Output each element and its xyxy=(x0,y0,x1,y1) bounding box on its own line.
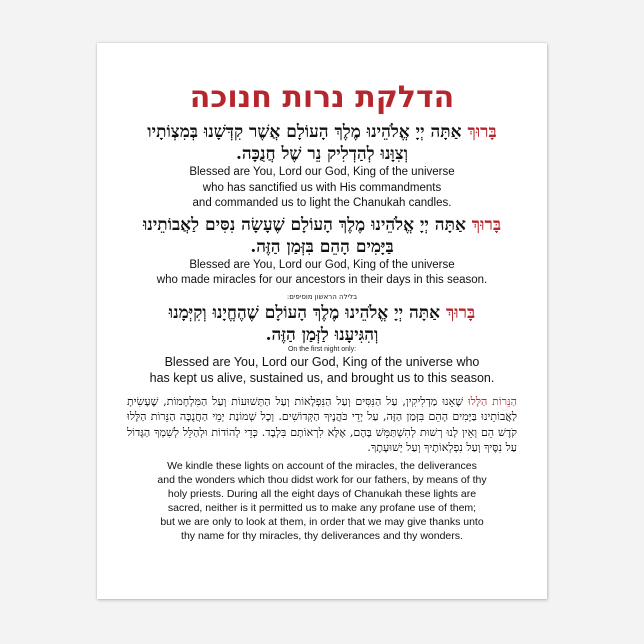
blessing-card xyxy=(97,43,547,599)
blessing1-line1-text: אַתָּה יְיָ אֱלֹהֵינוּ מֶלֶךְ הָעוֹלָם אֲשֶׁר קִדְּשָׁנוּ בְּמִצְוֹתָיו xyxy=(147,122,462,142)
blessing3-hebrew-line1 xyxy=(111,302,533,324)
blessing3-english-line: Blessed are You, Lord our God, King of the universe who xyxy=(164,354,480,369)
blessing2-line1-text: אַתָּה יְיָ אֱלֹהֵינוּ מֶלֶךְ הָעוֹלָם שֶׁעָשָׂה נִסִּים לַאֲבוֹתֵינוּ xyxy=(142,214,466,235)
blessing2-english xyxy=(111,258,533,289)
hanerot-halalu-english xyxy=(125,459,519,543)
blessing1-hebrew-line2: וְצִוָּנוּ לְהַדְלִיק נֵר שֶׁל חֲנֻכָּה. xyxy=(235,144,409,164)
blessing1-first-word: בָּרוּךְ xyxy=(467,122,497,142)
hanerot-text: שֶׁאָנוּ מַדְלִיקִין, עַל הַנִּסִּים וְעַל הַנִּפְלָאוֹת וְעַל הַתְּשׁוּעוֹת וְעַל הַמִּלְחָמוֹת, שֶׁעָשִׂיתָ לַאֲבוֹתֵינוּ בַּיָּמִים הָהֵם בִּזְּמַן הַזֶּה, עַל יְדֵי כֹּהֲנֶיךָ הַקְּדוֹשִׁים. וְכָל שְׁמוֹנַת יְמֵי הַחֲנֻכָּה הַנֵּרוֹת הַלָּלוּ קֹדֶשׁ הֵם וְאֵין לָנוּ רְשׁוּת לְהִשְׁתַּמֵּשׁ בָּהֶם, אֶלָּא לִרְאוֹתָם בִּלְבָד. כְּדֵי לְהוֹדוֹת וּלְהַלֵּל לְשִׁמְךָ הַגָּדוֹל עַל נִסֶּיךָ וְעַל נִפְלְאוֹתֶיךָ וְעַל יְשׁוּעָתֶךָ. xyxy=(127,394,517,454)
blessing2-first-word: בָּרוּךְ xyxy=(471,214,502,235)
blessing3-english xyxy=(111,354,533,386)
blessing2-hebrew-line1 xyxy=(111,214,533,236)
hanerot-english-line: We kindle these lights on account of the miracles, the deliverances xyxy=(167,459,477,472)
hanerot-first-words: הַנֵּרוֹת הַלָּלוּ xyxy=(467,394,517,408)
blessing1-english-line: Blessed are You, Lord our God, King of the universe xyxy=(189,166,455,178)
first-night-note-hebrew: בלילה הראשון מוסיפים: xyxy=(286,292,358,301)
blessing3-english-line: has kept us alive, sustained us, and brought us to this season. xyxy=(149,370,495,385)
page-title: הדלקת נרות חנוכה xyxy=(189,80,455,115)
hanerot-english-line: thy name for thy miracles, thy deliverances and thy wonders. xyxy=(181,529,463,542)
blessing3-first-word: בָּרוּךְ xyxy=(445,302,476,323)
hanerot-english-line: sacred, neither is it permitted us to make any profane use of them; xyxy=(167,501,477,514)
hanerot-english-line: and the wonders which thou didst work for our fathers, by means of thy xyxy=(157,473,487,486)
hanerot-english-line: but we are only to look at them, in order that we may give thanks unto xyxy=(160,515,484,528)
hanerot-halalu-hebrew xyxy=(127,394,517,456)
first-night-note-english: On the first night only: xyxy=(287,345,357,353)
hanerot-english-line: holy priests. During all the eight days of Chanukah these lights are xyxy=(167,487,477,500)
blessing3-line1-text: אַתָּה יְיָ אֱלֹהֵינוּ מֶלֶךְ הָעוֹלָם שֶׁהֶחֱיָנוּ וְקִיְּמָנוּ xyxy=(168,302,441,323)
blessing1-english-line: and commanded us to light the Chanukah candles. xyxy=(192,197,452,209)
blessing1-english xyxy=(111,165,533,212)
blessing2-english-line: Blessed are You, Lord our God, King of the universe xyxy=(189,258,455,271)
blessing3-hebrew-line2: וְהִגִּיעָנוּ לַזְּמַן הַזֶּה. xyxy=(265,324,379,345)
blessing1-hebrew-line1 xyxy=(111,121,533,143)
blessing2-hebrew-line2: בַּיָּמִים הָהֵם בִּזְּמַן הַזֶּה. xyxy=(250,236,394,257)
blessing1-english-line: who has sanctified us with His commandments xyxy=(202,181,442,194)
blessing2-english-line: who made miracles for our ancestors in their days in this season. xyxy=(156,274,488,286)
